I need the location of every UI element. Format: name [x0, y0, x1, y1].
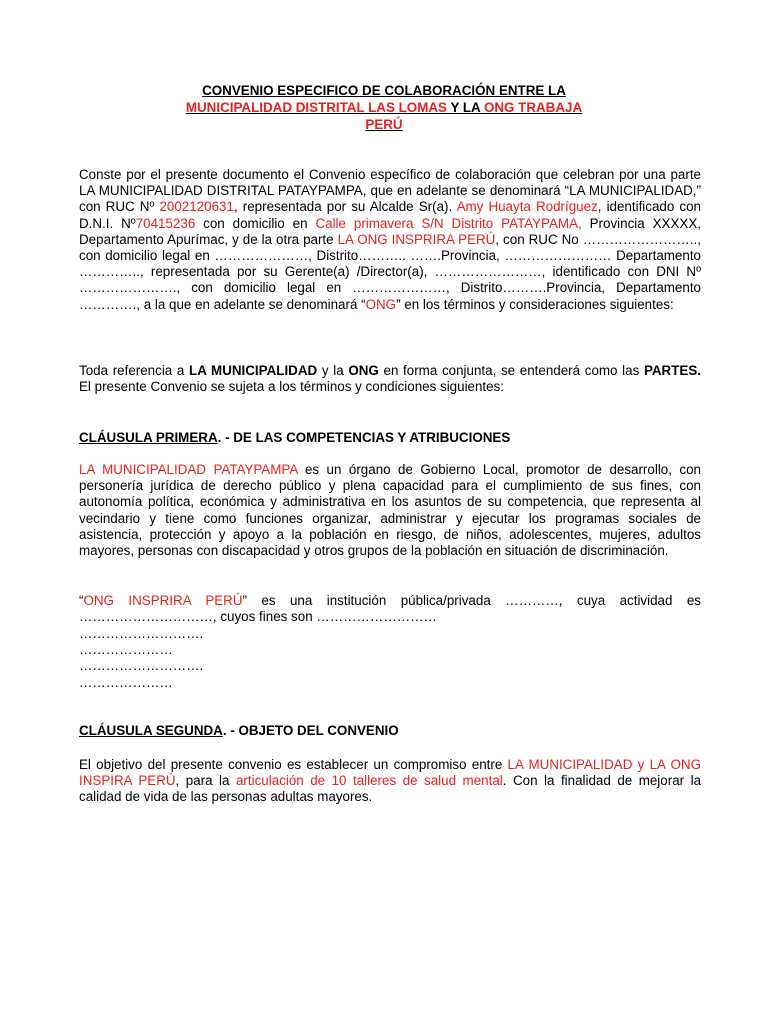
clause-2-title: . - OBJETO DEL CONVENIO — [222, 723, 399, 738]
title-line-3 — [0, 116, 768, 133]
dotted-line: ………………… — [79, 642, 173, 658]
dotted-line: ………………………. — [79, 626, 204, 641]
dotted-line: ………………… — [79, 674, 173, 690]
title-connector: Y LA — [446, 100, 484, 115]
clause-2-parties: LA MUNICIPALIDAD y LA ONG INSPIRA PERÚ — [79, 757, 701, 789]
clause-1-paragraph-1 — [79, 462, 701, 559]
reference-paragraph — [79, 363, 701, 395]
reference-text-4: El presente Convenio se sujeta a los términos y condiciones siguientes: — [79, 379, 505, 395]
clause-1-title: . - DE LAS COMPETENCIAS Y ATRIBUCIONES — [217, 430, 511, 445]
ruc-value: 2002120631 — [159, 199, 234, 215]
intro-text-3: , identificado con D.N.I. Nº — [79, 199, 701, 231]
intro-text-7: ” en los términos y consideraciones siguientes: — [396, 296, 674, 312]
intro-text-4: con domicilio en — [195, 215, 316, 231]
clause-2-heading — [79, 723, 701, 739]
clause-2-label: CLÁUSULA SEGUNDA — [79, 723, 223, 738]
clause-1-text: es un órgano de Gobierno Local, promotor de desarrollo, con personería jurídica de derecho público y plena capacidad para el cumplimiento de sus fines, con autonomía política, económica y administrativa en los asuntos de su competencia, que representa al vecindario y tiene como funciones organizar, administrar y ejecutar los programas sociales de asistencia, protección y apoyo a la población en riesgo, de niños, adolescentes, mujeres, adultos mayores, personas con discapacidad y otros grupos de la población en situación de discriminación. — [79, 462, 701, 559]
dotted-lines — [79, 626, 701, 691]
clause-2-text-2: , para la — [175, 773, 236, 789]
reference-text-3: en forma conjunta, se entenderá como las — [378, 363, 644, 378]
title-line-1: CONVENIO ESPECIFICO DE COLABORACIÓN ENTRE LA — [202, 83, 566, 98]
reference-text-1: Toda referencia a — [79, 363, 190, 378]
ong-name: LA ONG INSPRIRA PERÚ — [337, 231, 496, 247]
document-title — [0, 82, 768, 133]
clause-2-text-1: El objetivo del presente convenio es establecer un compromiso entre — [79, 757, 508, 772]
intro-text-1: Conste por el presente documento el Convenio específico de colaboración que celebran por una parte LA MUNICIPALIDAD DISTRITAL PATAYPAMPA, que en adelante se denominará “LA MUNICIPALIDAD,” con RUC Nº — [79, 167, 701, 215]
reference-municipality: LA MUNICIPALIDAD — [189, 363, 318, 378]
title-municipality: MUNICIPALIDAD DISTRITAL LAS LOMAS — [185, 100, 447, 115]
intro-text-6: , con RUC No …………………….., con domicilio legal en …………………, Distrito……….. …….Provincia, …………………… Departamento ………….., representada por su Gerente(a) /Director(a), ……………………, identificado con DNI Nº …………………., con domicilio legal en …………………, Distrito……….Provincia, Departamento …………., a la que en adelante se denominará “ — [79, 231, 701, 312]
clause-1-quote-open: “ — [79, 593, 84, 608]
dni-value: 70415236 — [135, 215, 196, 231]
title-line-2 — [0, 99, 768, 116]
intro-text-5: Provincia XXXXX, Departamento Apurímac, y de la otra parte — [79, 215, 701, 247]
title-country: PERÚ — [365, 117, 403, 132]
clause-2-paragraph — [79, 757, 701, 806]
clause-1-municipality: LA MUNICIPALIDAD PATAYPAMPA — [79, 462, 298, 477]
clause-1-paragraph-2 — [79, 593, 701, 625]
mayor-address: Calle primavera S/N Distrito PATAYPAMA, — [315, 215, 582, 231]
reference-text-2: y la — [317, 363, 349, 378]
reference-parties: PARTES. — [643, 363, 701, 378]
clause-2-text-3: . Con la finalidad de mejorar la calidad de vida de las personas adultas mayores. — [79, 773, 702, 805]
clause-1-label: CLÁUSULA PRIMERA — [79, 430, 218, 445]
clause-1-ong-text: ” es una institución pública/privada …………, cuya actividad es …………………………, cuyos fines son ……………………… — [79, 593, 702, 625]
ong-short-name: ONG — [365, 296, 397, 312]
title-ong: ONG TRABAJA — [483, 100, 583, 115]
clause-1-heading — [79, 430, 701, 446]
intro-text-2: , representada por su Alcalde Sr(a). — [233, 199, 457, 215]
clause-2-workshops: articulación de 10 talleres de salud mental — [235, 773, 503, 789]
mayor-name: Amy Huayta Rodríguez — [456, 199, 598, 215]
clause-1-ong-name: ONG INSPRIRA PERÚ — [83, 593, 243, 608]
intro-paragraph — [79, 167, 701, 313]
dotted-line: ………………………. — [79, 658, 204, 674]
reference-ong: ONG — [348, 363, 379, 378]
